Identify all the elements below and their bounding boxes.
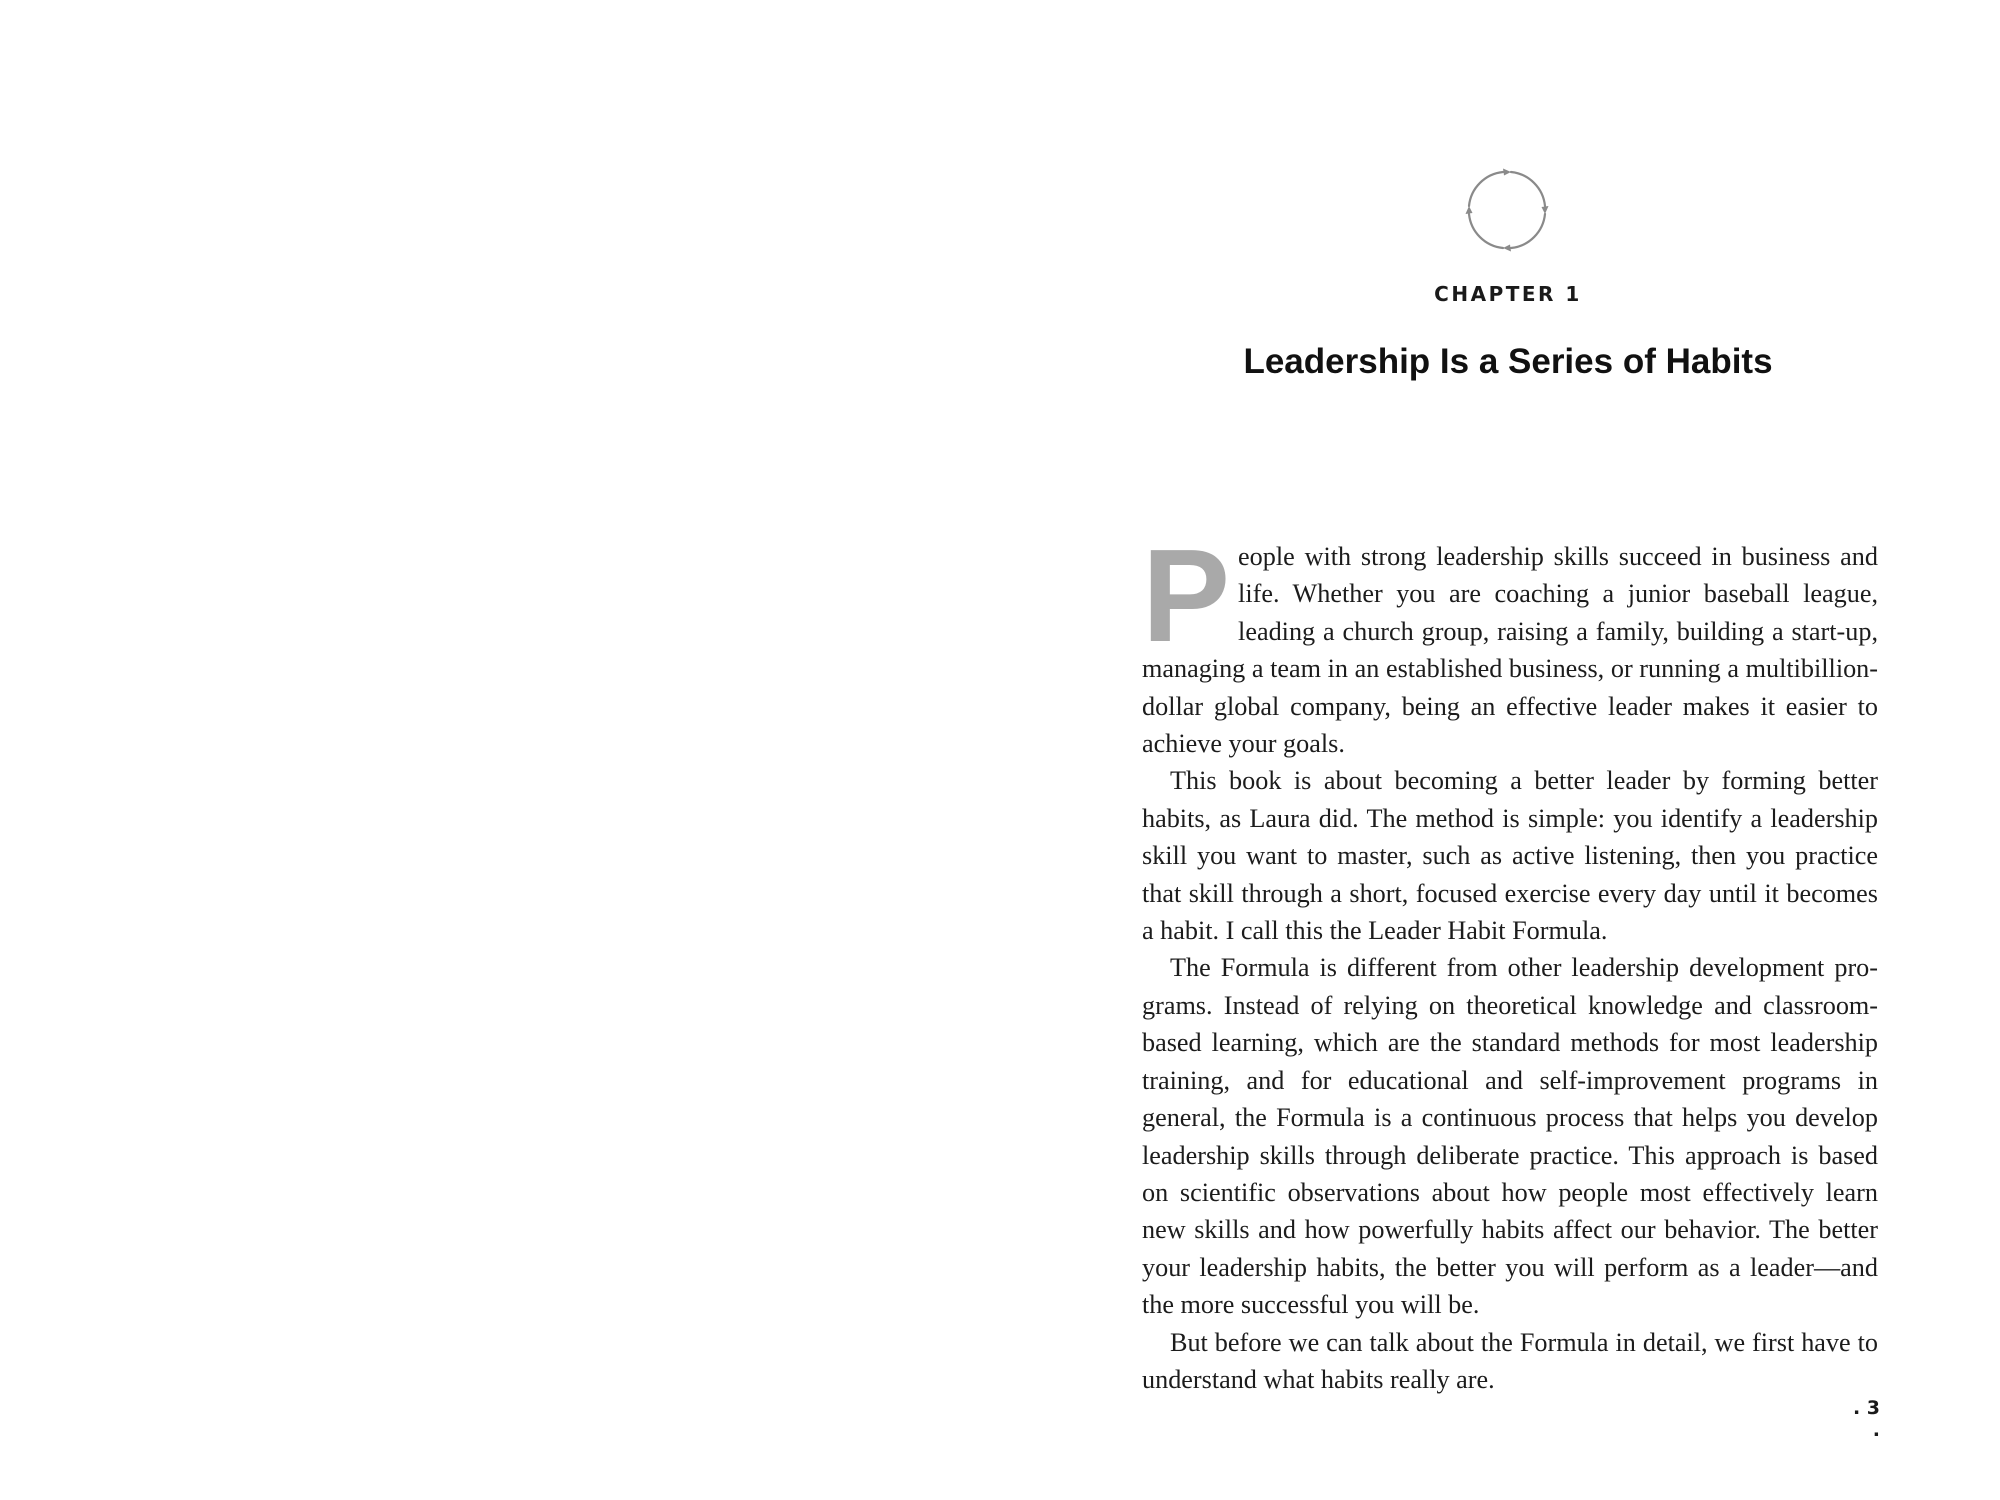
paragraph-1-text: eople with strong leadership skills succeed in business and life. Whether you are coaching a junior baseball league, leading a church group, raising a family, building a start-up, managing a team in an established business, or running a multibillion-dollar global company, being an effective leader makes it easier to achieve your goals.	[1142, 542, 1878, 759]
drop-cap: P	[1142, 522, 1231, 669]
chapter-body	[1142, 522, 1878, 1398]
right-page	[1000, 0, 2000, 1500]
paragraph-4: But before we can talk about the Formula in detail, we first have to understand what habits really are.	[1142, 1327, 1878, 1394]
paragraph-1	[1142, 522, 1878, 762]
chapter-title: Leadership Is a Series of Habits	[1243, 342, 1773, 381]
chapter-label: CHAPTER 1	[1434, 282, 1582, 306]
paragraph-3: The Formula is different from other leadership development programs. Instead of relying on theoretical knowledge and classroom-based learning, which are the standard methods for most leadership training, and for educational and self-improvement programs in general, the Formula is a continuous process that helps you develop leadership skills through deliberate practice. This approach is based on scientific observations about how people most effectively learn new skills and how powerfully habits affect our behavior. The better your leadership habits, the better you will perform as a leader—and the more successful you will be.	[1142, 953, 1878, 1320]
paragraph-2: This book is about becoming a better leader by forming better habits, as Laura did. The method is simple: you identify a leadership skill you want to master, such as active listening, then you practice that skill through a short, focused exercise every day until it becomes a habit. I call this the Leader Habit Formula.	[1142, 766, 1878, 946]
cycle-arrows-icon	[1465, 168, 1549, 252]
page-number: . 3 .	[1852, 1397, 1880, 1441]
